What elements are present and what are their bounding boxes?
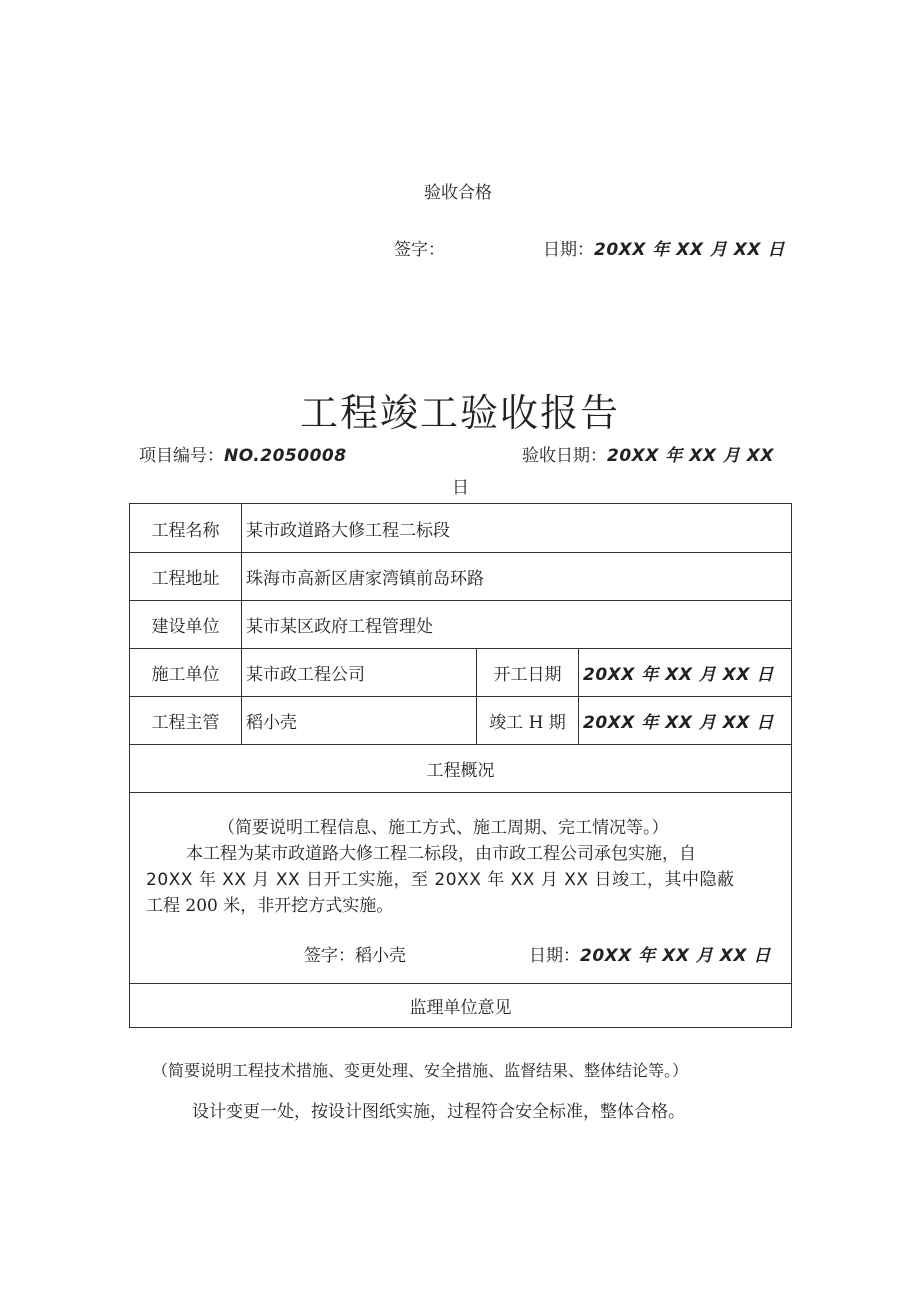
overview-date (529, 941, 771, 966)
overview-sign: 签字：稻小壳 (304, 946, 406, 966)
start-date-value: 20XX 年 XX 月 XX 日 (579, 649, 792, 697)
start-date-label: 开工日期 (477, 649, 579, 697)
project-address-value: 珠海市高新区唐家湾镇前岛环路 (242, 553, 792, 601)
completion-date-value: 20XX 年 XX 月 XX 日 (579, 697, 792, 745)
supervision-heading: 监理单位意见 (130, 984, 792, 1028)
construction-unit-value: 某市政工程公司 (242, 649, 477, 697)
owner-unit-value: 某市某区政府工程管理处 (242, 601, 792, 649)
table-row (130, 793, 792, 984)
acceptance-date-value: 20XX 年 XX 月 XX (607, 446, 774, 466)
supervision-text: 设计变更一处，按设计图纸实施，过程符合安全标准，整体合格。 (192, 1102, 685, 1122)
overview-line-3: 工程 200 米，非开挖方式实施。 (146, 896, 394, 916)
table-row (130, 601, 792, 649)
owner-unit-label: 建设单位 (130, 601, 242, 649)
acceptance-date (522, 441, 774, 466)
top-date (543, 235, 785, 260)
top-date-value: 20XX 年 XX 月 XX 日 (594, 240, 785, 260)
table-row (130, 984, 792, 1028)
top-sign-label: 签字： (394, 240, 445, 260)
manager-label: 工程主管 (130, 697, 242, 745)
doc-title: 工程竣工验收报告 (300, 391, 621, 435)
overview-date-value: 20XX 年 XX 月 XX 日 (580, 946, 771, 966)
overview-cell (130, 793, 792, 984)
table-row (130, 553, 792, 601)
project-no-label: 项目编号： (139, 446, 224, 466)
project-name-label: 工程名称 (130, 504, 242, 553)
project-no-value: NO.2050008 (224, 446, 347, 466)
overview-heading: 工程概况 (130, 745, 792, 793)
project-address-label: 工程地址 (130, 553, 242, 601)
report-table (129, 503, 792, 1028)
table-row (130, 649, 792, 697)
construction-unit-label: 施工单位 (130, 649, 242, 697)
overview-date-label: 日期： (529, 946, 580, 966)
overview-line-2: 20XX 年 XX 月 XX 日开工实施，至 20XX 年 XX 月 XX 日竣工，其中隐蔽 (146, 870, 735, 890)
acceptance-date-tail: 日 (452, 478, 469, 498)
table-row (130, 697, 792, 745)
manager-value: 稻小壳 (242, 697, 477, 745)
table-row (130, 504, 792, 553)
project-no (139, 441, 347, 466)
project-name-value: 某市政道路大修工程二标段 (242, 504, 792, 553)
top-date-label: 日期： (543, 240, 594, 260)
acceptance-text: 验收合格 (424, 183, 492, 203)
overview-note: （简要说明工程信息、施工方式、施工周期、完工情况等。） (218, 818, 669, 838)
completion-date-label: 竣工 H 期 (477, 697, 579, 745)
acceptance-date-label: 验收日期： (522, 446, 607, 466)
supervision-note: （简要说明工程技术措施、变更处理、安全措施、监督结果、整体结论等。） (152, 1061, 689, 1080)
overview-line-1: 本工程为某市政道路大修工程二标段，由市政工程公司承包实施，自 (186, 844, 696, 864)
table-row (130, 745, 792, 793)
